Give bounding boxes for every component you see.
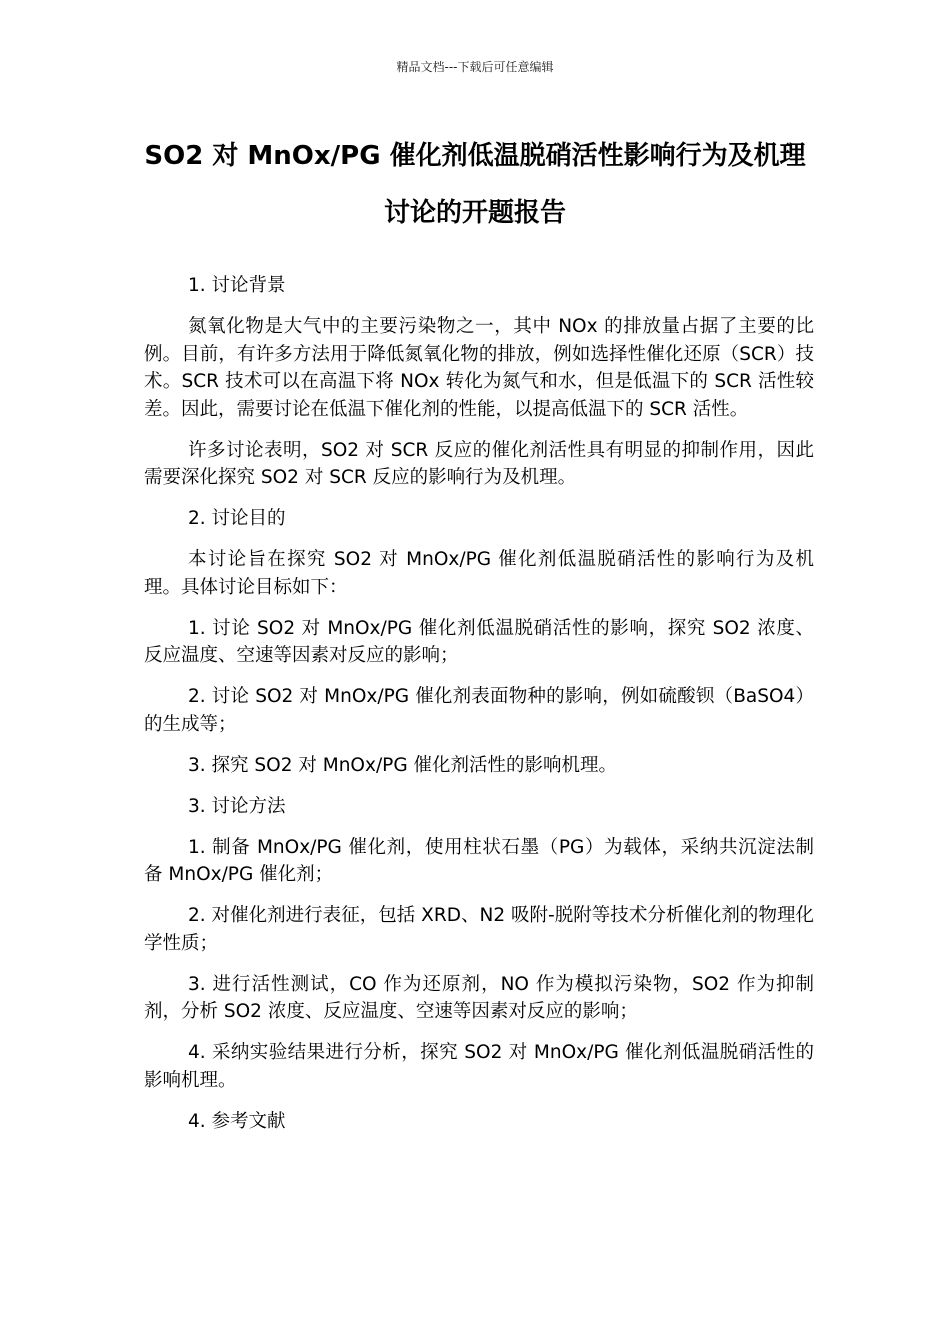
section-heading-background: 1. 讨论背景	[188, 275, 286, 296]
list-item: 1. 制备 MnOx/PG 催化剂，使用柱状石墨（PG）为载体，采纳共沉淀法制备 MnOx/PG 催化剂；	[144, 836, 814, 885]
section-heading-references: 4. 参考文献	[188, 1110, 286, 1132]
list-item: 4. 采纳实验结果进行分析，探究 SO2 对 MnOx/PG 催化剂低温脱硝活性的影响机理。	[144, 1042, 814, 1091]
list-item: 2. 对催化剂进行表征，包括 XRD、N2 吸附-脱附等技术分析催化剂的物理化学性质；	[144, 905, 814, 954]
paragraph: 氮氧化物是大气中的主要污染物之一，其中 NOx 的排放量占据了主要的比例。目前，有许多方法用于降低氮氧化物的排放，例如选择性催化还原（SCR）技术。SCR 技术可以在高温下将 NOx 转化为氮气和水，但是低温下的 SCR 活性较差。因此，需要讨论在低温下催化剂的性能，以提高低温下的 SCR 活性。	[144, 316, 814, 420]
list-item: 1. 讨论 SO2 对 MnOx/PG 催化剂低温脱硝活性的影响，探究 SO2 浓度、反应温度、空速等因素对反应的影响；	[144, 617, 814, 666]
section-heading-methods: 3. 讨论方法	[188, 795, 286, 817]
document-body	[144, 272, 814, 1149]
document-title: SO2 对 MnOx/PG 催化剂低温脱硝活性影响行为及机理讨论的开题报告	[144, 141, 806, 228]
list-item: 2. 讨论 SO2 对 MnOx/PG 催化剂表面物种的影响，例如硫酸钡（BaSO4）的生成等；	[144, 686, 814, 735]
paragraph: 本讨论旨在探究 SO2 对 MnOx/PG 催化剂低温脱硝活性的影响行为及机理。具体讨论目标如下：	[144, 549, 814, 598]
list-item: 3. 探究 SO2 对 MnOx/PG 催化剂活性的影响机理。	[188, 754, 618, 776]
section-heading-purpose: 2. 讨论目的	[188, 508, 286, 529]
paragraph: 许多讨论表明，SO2 对 SCR 反应的催化剂活性具有明显的抑制作用，因此需要深化探究 SO2 对 SCR 反应的影响行为及机理。	[144, 439, 814, 488]
list-item: 3. 进行活性测试，CO 作为还原剂，NO 作为模拟污染物，SO2 作为抑制剂，分析 SO2 浓度、反应温度、空速等因素对反应的影响；	[144, 973, 814, 1022]
header-note: 精品文档---下载后可任意编辑	[396, 60, 554, 74]
